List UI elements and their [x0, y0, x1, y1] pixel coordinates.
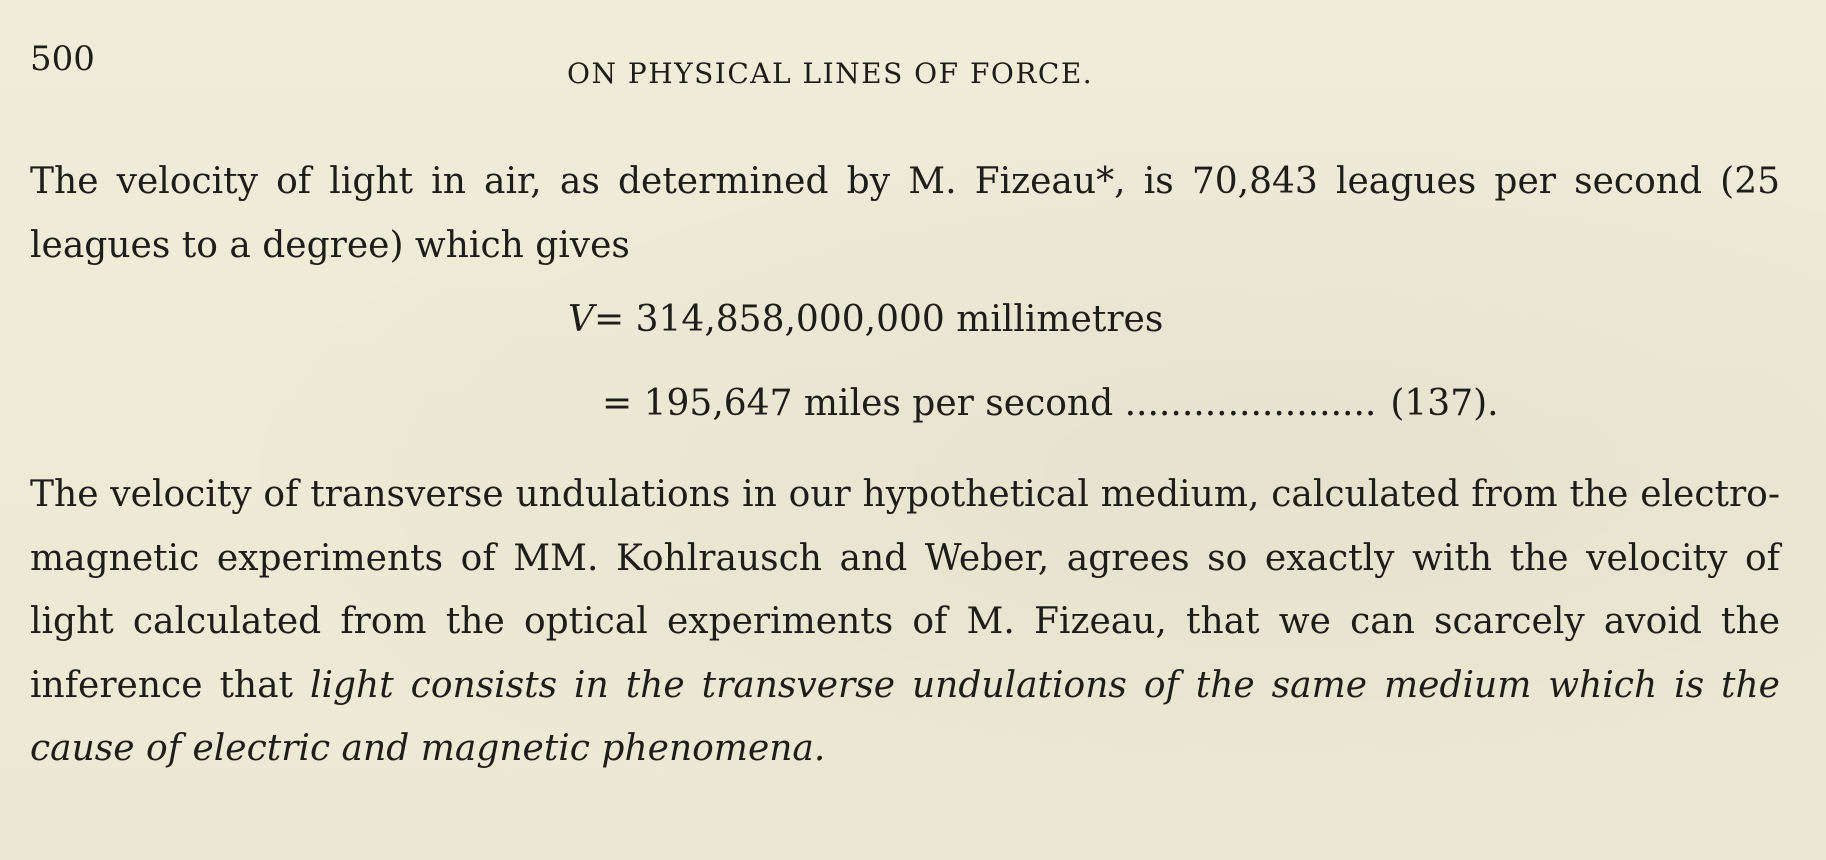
equation-value-miles: = 195,647 miles per second ...................... — [602, 383, 1377, 424]
paragraph-inference-emphasis: light consists in the transverse undulations of the same medium which is the cause of electric and magnetic phenomena. — [30, 664, 1780, 769]
paragraph-inference-text: The velocity of transverse undulations in our hypothetical medium, calculated from the electro-magnetic experiments of MM. Kohlrausch and Weber, agrees so exactly with the velocity of light calculated from the optical experiments of M. Fizeau, that we can scarcely avoid the inference that — [30, 474, 1780, 706]
paragraph-velocity-of-light: The velocity of light in air, as determined by M. Fizeau*, is 70,843 leagues per second (25 leagues to a degree) which gives — [30, 161, 1780, 266]
paragraph-inference — [30, 463, 1780, 781]
page-number: 500 — [30, 39, 95, 79]
equation-tag: (137). — [1390, 383, 1499, 424]
running-title: ON PHYSICAL LINES OF FORCE. — [567, 57, 1094, 90]
equation-variable: V — [568, 299, 594, 340]
equation-line-2 — [602, 383, 1499, 424]
equation-value-millimetres: = 314,858,000,000 millimetres — [594, 299, 1164, 340]
equation-line-1 — [568, 299, 1164, 340]
